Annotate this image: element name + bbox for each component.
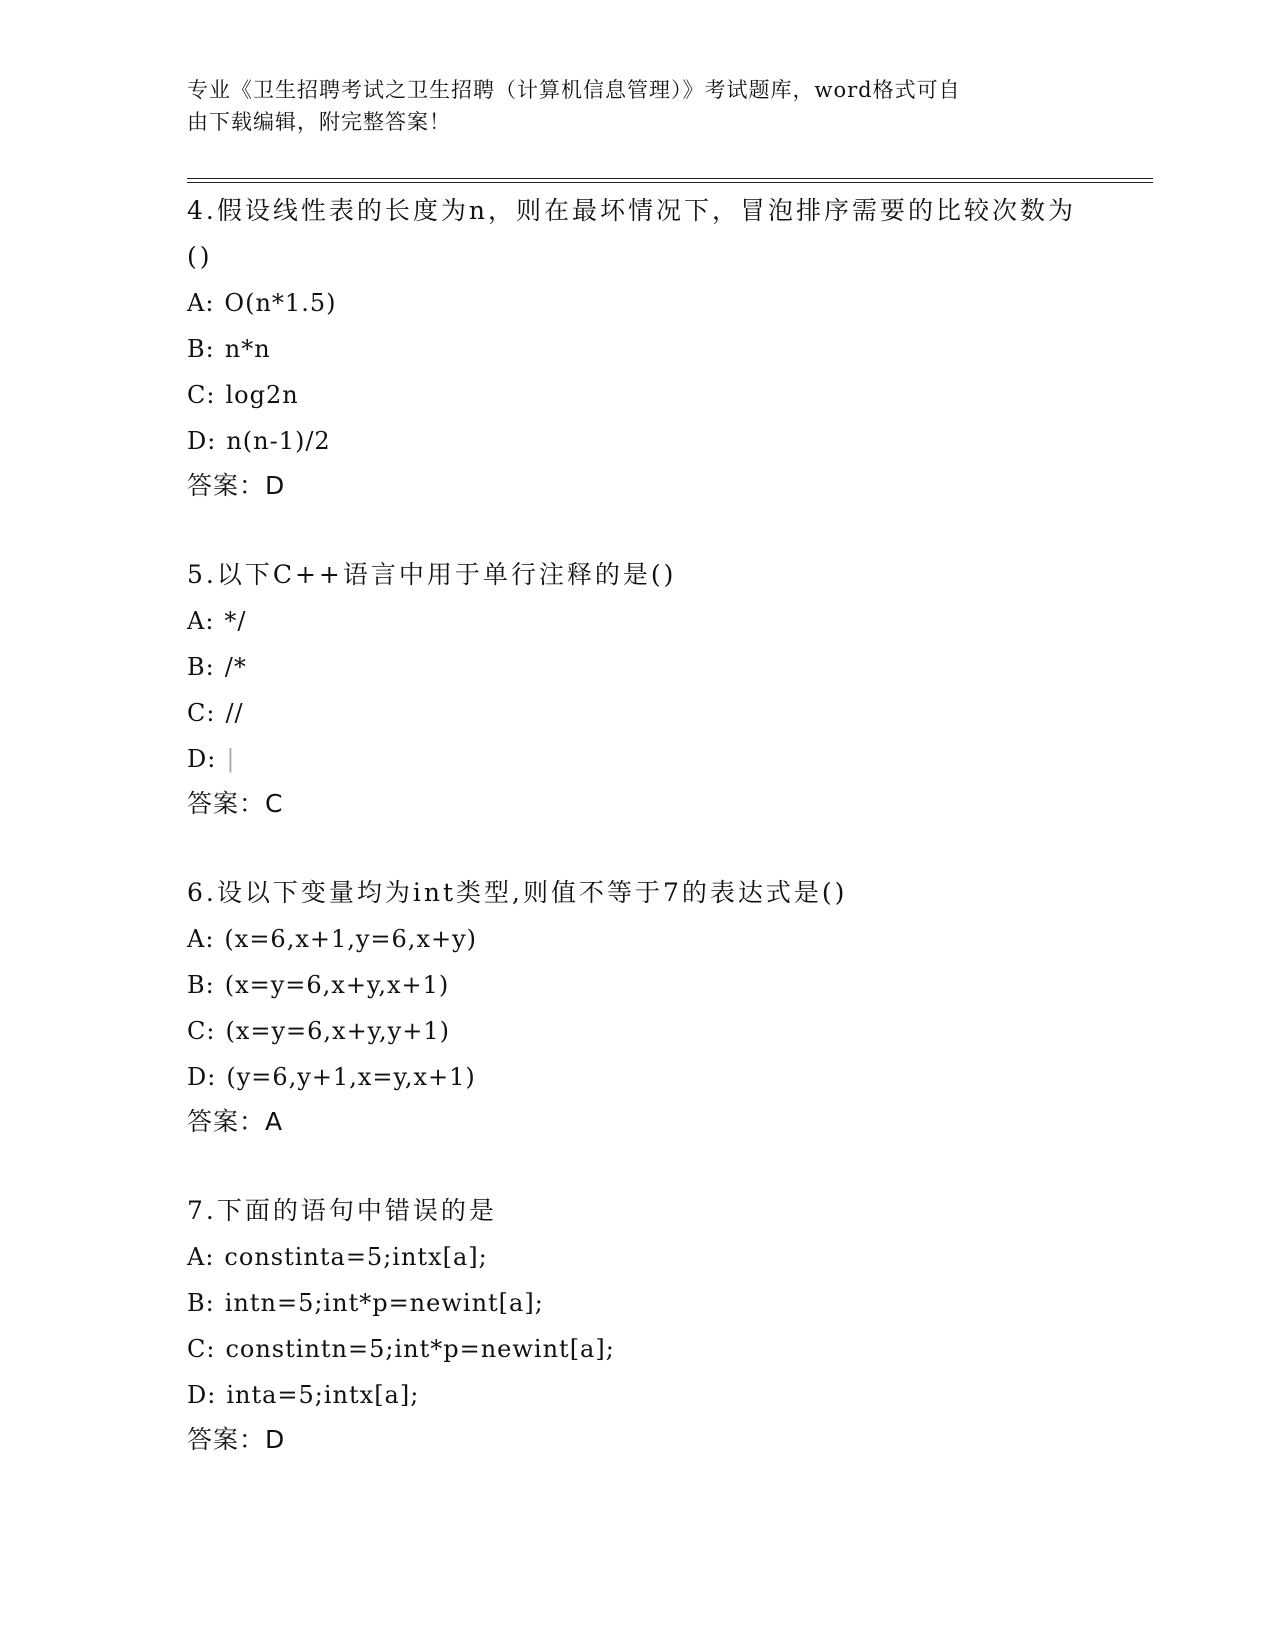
question-4 (187, 188, 1087, 508)
option-value: | (226, 745, 236, 773)
option-label: B: (187, 335, 215, 363)
question-list (187, 188, 1087, 1506)
option-value: constinta=5;intx[a]; (224, 1243, 488, 1271)
option-label: B: (187, 971, 215, 999)
option-label: B: (187, 1289, 215, 1317)
header-line-2: 由下载编辑，附完整答案！ (187, 110, 451, 134)
option-d (187, 1372, 1087, 1418)
option-label: B: (187, 653, 215, 681)
option-value: constintn=5;int*p=newint[a]; (225, 1335, 615, 1363)
option-label: A: (187, 607, 215, 635)
answer-text: 答案：D (187, 471, 286, 500)
option-value: (x=y=6,x+y,y+1) (225, 1017, 450, 1045)
option-value: inta=5;intx[a]; (226, 1381, 420, 1409)
option-label: A: (187, 289, 215, 317)
option-value: O(n*1.5) (224, 289, 337, 317)
option-a (187, 1234, 1087, 1280)
option-label: D: (187, 745, 217, 773)
question-5 (187, 552, 1087, 826)
option-label: C: (187, 1335, 216, 1363)
option-value: (y=6,y+1,x=y,x+1) (226, 1063, 476, 1091)
option-label: A: (187, 1243, 215, 1271)
option-value: n(n-1)/2 (226, 427, 331, 455)
option-a (187, 280, 1087, 326)
option-value: /* (224, 653, 247, 681)
question-6 (187, 870, 1087, 1144)
question-7 (187, 1188, 1087, 1462)
option-label: D: (187, 427, 217, 455)
option-label: C: (187, 699, 216, 727)
option-value: // (225, 699, 244, 727)
header-line-1: 专业《卫生招聘考试之卫生招聘（计算机信息管理）》考试题库，word格式可自 (187, 78, 961, 102)
question-text: 7.下面的语句中错误的是 (187, 1196, 497, 1225)
option-value: (x=y=6,x+y,x+1) (224, 971, 450, 999)
answer-text: 答案：A (187, 1107, 284, 1136)
option-label: A: (187, 925, 215, 953)
option-label: D: (187, 1063, 217, 1091)
option-a (187, 916, 1087, 962)
option-b (187, 962, 1087, 1008)
question-text: 5.以下C++语言中用于单行注释的是() (187, 560, 677, 589)
option-value: intn=5;int*p=newint[a]; (224, 1289, 544, 1317)
option-c (187, 1008, 1087, 1054)
option-d (187, 736, 1087, 782)
option-a (187, 598, 1087, 644)
option-label: C: (187, 1017, 216, 1045)
option-label: C: (187, 381, 216, 409)
option-value: (x=6,x+1,y=6,x+y) (224, 925, 478, 953)
header-divider-top (187, 178, 1153, 179)
question-text: 6.设以下变量均为int类型,则值不等于7的表达式是() (187, 878, 848, 907)
answer-text: 答案：D (187, 1425, 286, 1454)
option-value: n*n (224, 335, 271, 363)
question-text: 4.假设线性表的长度为n，则在最坏情况下，冒泡排序需要的比较次数为() (187, 196, 1076, 271)
option-d (187, 1054, 1087, 1100)
option-c (187, 1326, 1087, 1372)
option-c (187, 372, 1087, 418)
option-d (187, 418, 1087, 464)
option-value: */ (224, 607, 247, 635)
option-c (187, 690, 1087, 736)
option-value: log2n (225, 381, 299, 409)
document-header (187, 74, 1067, 138)
option-b (187, 326, 1087, 372)
option-b (187, 1280, 1087, 1326)
option-label: D: (187, 1381, 217, 1409)
option-b (187, 644, 1087, 690)
header-divider-bottom (187, 182, 1153, 183)
answer-text: 答案：C (187, 789, 284, 818)
